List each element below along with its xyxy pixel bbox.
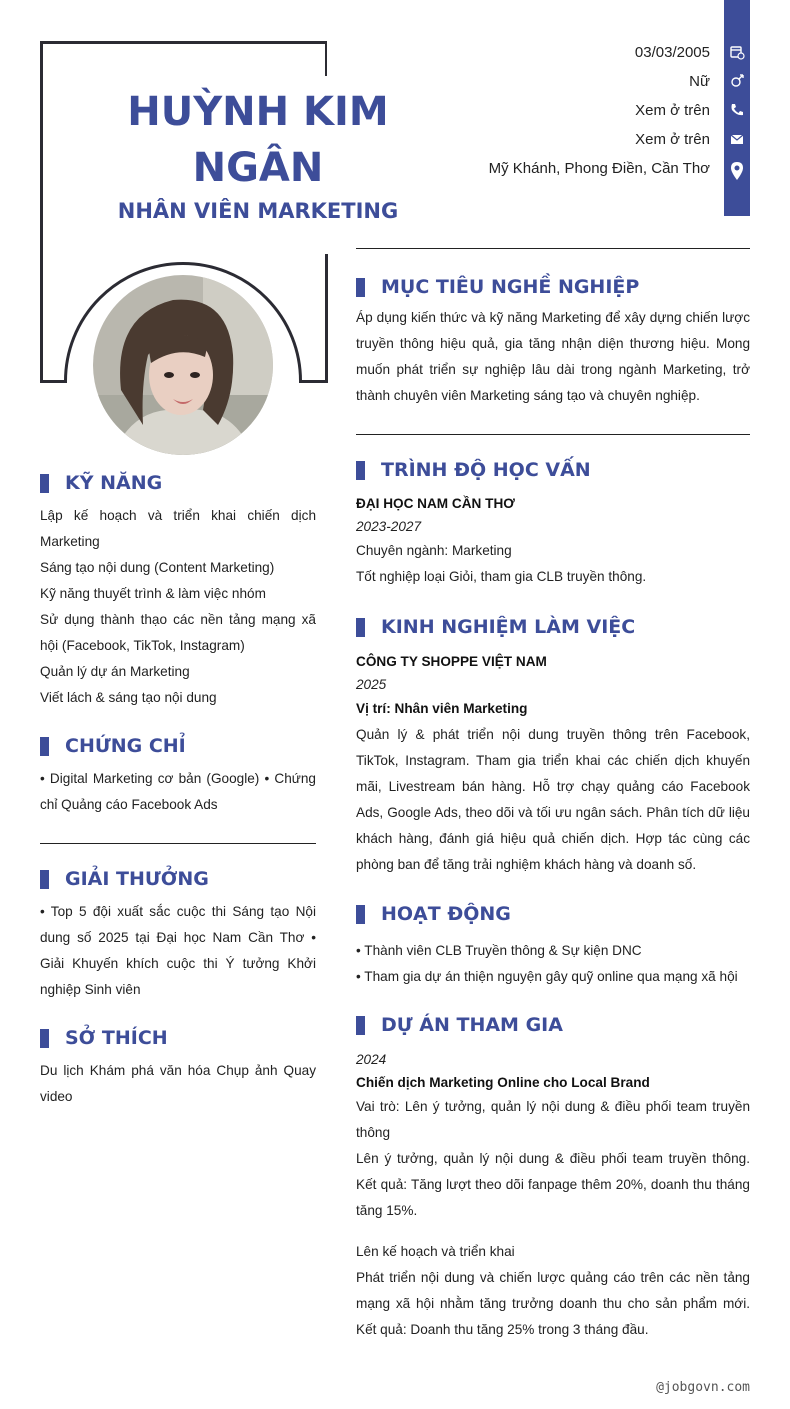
- mail-icon: [729, 131, 745, 147]
- calendar-icon: [729, 44, 745, 60]
- activities-heading: [356, 903, 511, 925]
- heading-marker: [356, 1016, 365, 1035]
- gender-icon: [729, 73, 745, 89]
- frame-base-right: [299, 380, 328, 383]
- projects-heading: [356, 1014, 563, 1036]
- project-second-title: Lên kế hoạch và triển khai: [356, 1244, 515, 1259]
- candidate-name: [100, 84, 416, 196]
- heading-marker: [40, 870, 49, 889]
- project-role: Vai trò: Lên ý tưởng, quản lý nội dung & điều phối team truyền thông: [356, 1099, 750, 1140]
- phone-icon: [729, 102, 745, 118]
- skills-heading: [40, 472, 162, 494]
- skill-item: Kỹ năng thuyết trình & làm việc nhóm: [40, 586, 266, 601]
- activities-title: HOẠT ĐỘNG: [381, 903, 511, 925]
- heading-marker: [356, 618, 365, 637]
- divider: [356, 434, 750, 435]
- hobbies-heading: [40, 1027, 168, 1049]
- skills-list: [40, 503, 316, 711]
- activity-item: • Tham gia dự án thiện nguyện gây quỹ online qua mạng xã hội: [356, 969, 738, 984]
- hobbies-title: SỞ THÍCH: [65, 1027, 168, 1049]
- skill-item: Quản lý dự án Marketing: [40, 664, 190, 679]
- avatar: [93, 275, 273, 455]
- awards-text: • Top 5 đội xuất sắc cuộc thi Sáng tạo Nội dung số 2025 tại Đại học Nam Cần Thơ • Giải Khuyến khích cuộc thi Ý tưởng Khởi nghiệp Sinh viên: [40, 904, 316, 997]
- certificates-text: • Digital Marketing cơ bản (Google) • Chứng chỉ Quảng cáo Facebook Ads: [40, 771, 316, 812]
- heading-marker: [356, 461, 365, 480]
- gender-text: Nữ: [689, 73, 710, 90]
- frame-base-left: [40, 380, 67, 383]
- experience-heading: [356, 616, 635, 638]
- project-name: Chiến dịch Marketing Online cho Local Brand: [356, 1075, 650, 1090]
- phone-text: Xem ở trên: [635, 102, 710, 119]
- activity-item: • Thành viên CLB Truyền thông & Sự kiện DNC: [356, 943, 642, 958]
- experience-title: KINH NGHIỆM LÀM VIỆC: [381, 616, 636, 638]
- location-icon: [729, 161, 745, 181]
- address-text: Mỹ Khánh, Phong Điền, Cần Thơ: [488, 160, 710, 177]
- awards-title: GIẢI THƯỞNG: [65, 868, 209, 890]
- education-period: 2023-2027: [356, 519, 422, 534]
- skill-item: Sử dụng thành thạo các nền tảng mạng xã hội (Facebook, TikTok, Instagram): [40, 612, 316, 653]
- project-detail-1: Lên ý tưởng, quản lý nội dung & điều phối team truyền thông. Kết quả: Tăng lượt theo dõi fanpage thêm 20%, doanh thu tháng tăng 15%.: [356, 1151, 750, 1218]
- skills-title: KỸ NĂNG: [65, 472, 163, 494]
- experience-year: 2025: [356, 677, 387, 692]
- project-year: 2024: [356, 1052, 387, 1067]
- experience-block: [356, 650, 750, 878]
- watermark: @jobgovn.com: [656, 1380, 750, 1395]
- project-detail-2: Phát triển nội dung và chiến lược quảng cáo trên các nền tảng mạng xã hội nhằm tăng trưởng doanh thu cho sản phẩm mới. Kết quả: Doanh thu tăng 25% trong 3 tháng đầu.: [356, 1270, 750, 1337]
- education-title: TRÌNH ĐỘ HỌC VẤN: [381, 459, 591, 481]
- email-text: Xem ở trên: [635, 131, 710, 148]
- experience-description: Quản lý & phát triển nội dung truyền thông trên Facebook, TikTok, Instagram. Tham gia triển khai các chiến dịch khuyến mãi, Livestream bán hàng. Hỗ trợ chạy quảng cáo Facebook Ads, Google Ads, theo dõi và tối ưu ngân sách. Phân tích dữ liệu khách hàng, đánh giá hiệu quả chiến dịch. Hợp tác cùng các phòng ban để tăng trải nghiệm khách hàng và doanh số.: [356, 727, 750, 872]
- avatar-photo: [93, 275, 273, 455]
- skill-item: Lập kế hoạch và triển khai chiến dịch Marketing: [40, 508, 316, 549]
- awards-heading: [40, 868, 209, 890]
- education-block: [356, 492, 750, 590]
- heading-marker: [356, 278, 365, 297]
- certificates-heading: [40, 735, 186, 757]
- certificates-title: CHỨNG CHỈ: [65, 735, 186, 757]
- name-line-2: NGÂN: [192, 145, 324, 191]
- heading-marker: [356, 905, 365, 924]
- skill-item: Sáng tạo nội dung (Content Marketing): [40, 560, 275, 575]
- divider: [40, 843, 316, 844]
- name-line-1: HUỲNH KIM: [127, 89, 389, 135]
- education-major: Chuyên ngành: Marketing: [356, 543, 512, 558]
- objective-text: Áp dụng kiến thức và kỹ năng Marketing để xây dựng chiến lược truyền thông hiệu quả, gia tăng nhận diện thương hiệu. Mong muốn phát triển sự nghiệp lâu dài trong ngành Marketing, trở thành chuyên viên Marketing sáng tạo và chuyên nghiệp.: [356, 310, 750, 403]
- company-name: CÔNG TY SHOPPE VIỆT NAM: [356, 654, 547, 669]
- objective-heading: [356, 276, 639, 298]
- heading-marker: [40, 474, 49, 493]
- frame-gap: [327, 36, 333, 76]
- skill-item: Viết lách & sáng tạo nội dung: [40, 690, 217, 705]
- experience-position: Vị trí: Nhân viên Marketing: [356, 701, 528, 716]
- divider: [356, 248, 750, 249]
- education-note: Tốt nghiệp loại Giỏi, tham gia CLB truyền thông.: [356, 569, 647, 584]
- projects-block: [356, 1048, 750, 1343]
- education-heading: [356, 459, 591, 481]
- dob-text: 03/03/2005: [634, 44, 710, 61]
- objective-title: MỤC TIÊU NGHỀ NGHIỆP: [381, 276, 640, 298]
- heading-marker: [40, 1029, 49, 1048]
- activities-list: [356, 938, 750, 990]
- projects-title: DỰ ÁN THAM GIA: [381, 1014, 563, 1036]
- heading-marker: [40, 737, 49, 756]
- job-title: NHÂN VIÊN MARKETING: [117, 199, 399, 223]
- hobbies-text: Du lịch Khám phá văn hóa Chụp ảnh Quay video: [40, 1063, 316, 1104]
- school-name: ĐẠI HỌC NAM CẦN THƠ: [356, 496, 515, 511]
